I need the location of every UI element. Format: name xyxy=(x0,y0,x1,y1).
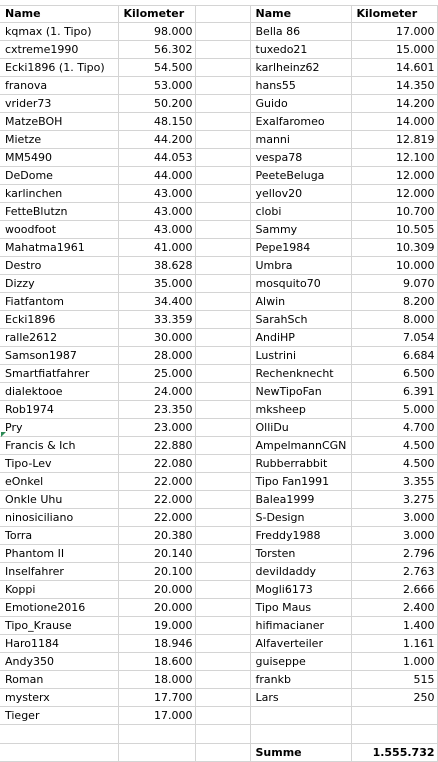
empty-cell[interactable] xyxy=(195,221,250,239)
right-km-cell[interactable]: 14.000 xyxy=(351,113,437,131)
right-name-cell[interactable]: Alfaverteiler xyxy=(250,635,351,653)
left-name-cell[interactable]: Ecki1896 xyxy=(0,311,118,329)
right-name-cell[interactable]: Mogli6173 xyxy=(250,581,351,599)
left-km-cell[interactable]: 20.140 xyxy=(118,545,195,563)
table-row xyxy=(0,149,437,167)
empty-row xyxy=(0,725,437,744)
right-km-cell[interactable]: 1.000 xyxy=(351,653,437,671)
left-km-cell[interactable]: 44.200 xyxy=(118,131,195,149)
left-km-cell[interactable]: 20.000 xyxy=(118,581,195,599)
empty-cell[interactable] xyxy=(195,744,250,762)
header-name-left[interactable]: Name xyxy=(0,5,118,23)
left-name-cell[interactable]: Koppi xyxy=(0,581,118,599)
left-km-cell[interactable]: 56.302 xyxy=(118,41,195,59)
right-km-cell[interactable]: 6.391 xyxy=(351,383,437,401)
right-km-cell[interactable]: 17.000 xyxy=(351,23,437,41)
empty-cell[interactable] xyxy=(195,167,250,185)
right-name-cell[interactable]: Torsten xyxy=(250,545,351,563)
left-km-cell[interactable]: 33.359 xyxy=(118,311,195,329)
left-km-cell[interactable]: 23.350 xyxy=(118,401,195,419)
left-name-cell[interactable]: Mahatma1961 xyxy=(0,239,118,257)
right-name-cell[interactable]: Lustrini xyxy=(250,347,351,365)
table-row xyxy=(0,671,437,689)
left-km-cell[interactable]: 24.000 xyxy=(118,383,195,401)
left-name-cell[interactable]: ninosiciliano xyxy=(0,509,118,527)
left-km-cell[interactable]: 28.000 xyxy=(118,347,195,365)
header-name-right[interactable]: Name xyxy=(250,5,351,23)
empty-cell[interactable] xyxy=(195,509,250,527)
table-row xyxy=(0,419,437,437)
left-name-cell[interactable]: eOnkel xyxy=(0,473,118,491)
left-km-cell[interactable]: 22.000 xyxy=(118,473,195,491)
table-row xyxy=(0,311,437,329)
empty-cell[interactable] xyxy=(195,455,250,473)
empty-cell[interactable] xyxy=(195,41,250,59)
table-row xyxy=(0,275,437,293)
left-km-cell[interactable]: 98.000 xyxy=(118,23,195,41)
right-km-cell[interactable]: 3.355 xyxy=(351,473,437,491)
empty-cell[interactable] xyxy=(195,527,250,545)
table-row xyxy=(0,221,437,239)
right-name-cell[interactable]: SarahSch xyxy=(250,311,351,329)
table-row xyxy=(0,23,437,41)
empty-cell[interactable] xyxy=(195,383,250,401)
right-name-cell[interactable]: manni xyxy=(250,131,351,149)
header-row xyxy=(0,5,437,23)
table-row xyxy=(0,77,437,95)
right-km-cell[interactable]: 8.000 xyxy=(351,311,437,329)
table-row xyxy=(0,707,437,725)
left-km-cell[interactable]: 43.000 xyxy=(118,221,195,239)
summary-label[interactable]: Summe xyxy=(250,744,351,762)
table-row xyxy=(0,347,437,365)
empty-cell[interactable] xyxy=(118,744,195,762)
right-name-cell[interactable]: PeeteBeluga xyxy=(250,167,351,185)
left-km-cell[interactable]: 43.000 xyxy=(118,203,195,221)
left-name-cell[interactable]: MatzeBOH xyxy=(0,113,118,131)
empty-cell[interactable] xyxy=(195,149,250,167)
empty-cell[interactable] xyxy=(0,725,118,744)
right-km-cell[interactable]: 15.000 xyxy=(351,41,437,59)
right-km-cell[interactable]: 9.070 xyxy=(351,275,437,293)
right-name-cell[interactable]: Rechenknecht xyxy=(250,365,351,383)
empty-cell[interactable] xyxy=(195,617,250,635)
empty-cell[interactable] xyxy=(195,5,250,23)
left-km-cell[interactable]: 20.380 xyxy=(118,527,195,545)
table-row xyxy=(0,293,437,311)
left-km-cell[interactable]: 50.200 xyxy=(118,95,195,113)
header-km-left[interactable]: Kilometer xyxy=(118,5,195,23)
empty-cell[interactable] xyxy=(195,113,250,131)
empty-cell[interactable] xyxy=(195,293,250,311)
right-km-cell[interactable]: 2.796 xyxy=(351,545,437,563)
table-row xyxy=(0,329,437,347)
left-name-cell[interactable]: Mietze xyxy=(0,131,118,149)
left-name-cell[interactable]: FetteBlutzn xyxy=(0,203,118,221)
left-km-cell[interactable]: 18.000 xyxy=(118,671,195,689)
left-name-cell[interactable]: kqmax (1. Tipo) xyxy=(0,23,118,41)
right-km-cell[interactable]: 14.601 xyxy=(351,59,437,77)
table-row xyxy=(0,599,437,617)
empty-cell[interactable] xyxy=(195,257,250,275)
right-name-cell[interactable]: guiseppe xyxy=(250,653,351,671)
left-km-cell[interactable]: 20.100 xyxy=(118,563,195,581)
table-row xyxy=(0,113,437,131)
empty-cell[interactable] xyxy=(351,725,437,744)
left-km-cell[interactable]: 41.000 xyxy=(118,239,195,257)
left-name-cell[interactable]: DeDome xyxy=(0,167,118,185)
table-row xyxy=(0,41,437,59)
left-km-cell[interactable]: 54.500 xyxy=(118,59,195,77)
right-name-cell[interactable]: S-Design xyxy=(250,509,351,527)
right-name-cell[interactable]: NewTipoFan xyxy=(250,383,351,401)
left-name-cell[interactable]: ralle2612 xyxy=(0,329,118,347)
left-name-cell[interactable]: Emotione2016 xyxy=(0,599,118,617)
left-km-cell[interactable]: 23.000 xyxy=(118,419,195,437)
right-name-cell[interactable]: hans55 xyxy=(250,77,351,95)
left-name-cell[interactable]: franova xyxy=(0,77,118,95)
left-km-cell[interactable]: 44.000 xyxy=(118,167,195,185)
empty-cell[interactable] xyxy=(195,725,250,744)
left-km-cell[interactable]: 53.000 xyxy=(118,77,195,95)
right-km-cell[interactable]: 1.400 xyxy=(351,617,437,635)
right-name-cell[interactable]: Tipo Maus xyxy=(250,599,351,617)
left-km-cell[interactable]: 22.000 xyxy=(118,509,195,527)
left-name-cell[interactable]: Tipo_Krause xyxy=(0,617,118,635)
empty-cell[interactable] xyxy=(250,725,351,744)
empty-cell[interactable] xyxy=(195,365,250,383)
empty-cell[interactable] xyxy=(195,473,250,491)
left-km-cell[interactable]: 19.000 xyxy=(118,617,195,635)
right-name-cell[interactable]: mosquito70 xyxy=(250,275,351,293)
right-km-cell[interactable]: 6.500 xyxy=(351,365,437,383)
left-name-cell[interactable]: Destro xyxy=(0,257,118,275)
right-name-cell[interactable]: Sammy xyxy=(250,221,351,239)
right-km-cell[interactable]: 10.309 xyxy=(351,239,437,257)
left-km-cell[interactable]: 22.000 xyxy=(118,491,195,509)
left-name-cell[interactable]: Inselfahrer xyxy=(0,563,118,581)
left-name-cell[interactable]: Onkle Uhu xyxy=(0,491,118,509)
left-name-cell[interactable]: Tipo-Lev xyxy=(0,455,118,473)
left-km-cell[interactable]: 25.000 xyxy=(118,365,195,383)
table-row xyxy=(0,653,437,671)
right-km-cell[interactable]: 10.700 xyxy=(351,203,437,221)
right-name-cell[interactable]: mksheep xyxy=(250,401,351,419)
table-row xyxy=(0,437,437,455)
left-km-cell[interactable]: 48.150 xyxy=(118,113,195,131)
right-name-cell[interactable]: Freddy1988 xyxy=(250,527,351,545)
table-row xyxy=(0,545,437,563)
empty-cell[interactable] xyxy=(195,77,250,95)
table-row xyxy=(0,257,437,275)
right-name-cell[interactable]: AmpelmannCGN xyxy=(250,437,351,455)
right-name-cell[interactable]: devildaddy xyxy=(250,563,351,581)
left-km-cell[interactable]: 43.000 xyxy=(118,185,195,203)
right-name-cell[interactable]: clobi xyxy=(250,203,351,221)
table-row xyxy=(0,563,437,581)
left-km-cell[interactable]: 22.880 xyxy=(118,437,195,455)
left-km-cell[interactable]: 20.000 xyxy=(118,599,195,617)
table-row xyxy=(0,473,437,491)
empty-cell[interactable] xyxy=(195,707,250,725)
empty-cell[interactable] xyxy=(118,725,195,744)
empty-cell[interactable] xyxy=(195,653,250,671)
right-name-cell[interactable]: Tipo Fan1991 xyxy=(250,473,351,491)
empty-cell[interactable] xyxy=(195,491,250,509)
right-km-cell[interactable]: 4.700 xyxy=(351,419,437,437)
left-name-cell[interactable]: Tieger xyxy=(0,707,118,725)
right-km-cell[interactable]: 2.666 xyxy=(351,581,437,599)
right-name-cell[interactable]: tuxedo21 xyxy=(250,41,351,59)
left-name-cell[interactable]: Dizzy xyxy=(0,275,118,293)
left-km-cell[interactable]: 22.080 xyxy=(118,455,195,473)
left-name-cell[interactable]: karlinchen xyxy=(0,185,118,203)
empty-cell[interactable] xyxy=(195,95,250,113)
empty-cell[interactable] xyxy=(0,744,118,762)
right-name-cell[interactable]: vespa78 xyxy=(250,149,351,167)
right-km-cell[interactable]: 5.000 xyxy=(351,401,437,419)
right-name-cell[interactable]: frankb xyxy=(250,671,351,689)
right-km-cell[interactable]: 8.200 xyxy=(351,293,437,311)
empty-cell[interactable] xyxy=(195,23,250,41)
right-name-cell[interactable]: Umbra xyxy=(250,257,351,275)
left-km-cell[interactable]: 38.628 xyxy=(118,257,195,275)
right-km-cell[interactable]: 12.000 xyxy=(351,185,437,203)
right-km-cell[interactable]: 7.054 xyxy=(351,329,437,347)
right-name-cell[interactable]: OlliDu xyxy=(250,419,351,437)
right-km-cell[interactable]: 1.161 xyxy=(351,635,437,653)
empty-cell[interactable] xyxy=(195,239,250,257)
empty-cell[interactable] xyxy=(195,347,250,365)
table-row xyxy=(0,455,437,473)
empty-cell[interactable] xyxy=(195,581,250,599)
right-km-cell[interactable]: 3.000 xyxy=(351,527,437,545)
left-name-cell[interactable]: Pry xyxy=(0,419,118,437)
right-km-cell[interactable]: 10.000 xyxy=(351,257,437,275)
left-name-cell[interactable]: Roman xyxy=(0,671,118,689)
table-row xyxy=(0,203,437,221)
right-name-cell[interactable]: Exalfaromeo xyxy=(250,113,351,131)
right-km-cell[interactable]: 6.684 xyxy=(351,347,437,365)
right-km-cell[interactable]: 14.200 xyxy=(351,95,437,113)
left-km-cell[interactable]: 18.946 xyxy=(118,635,195,653)
table-row xyxy=(0,365,437,383)
left-km-cell[interactable]: 35.000 xyxy=(118,275,195,293)
right-name-cell[interactable]: Pepe1984 xyxy=(250,239,351,257)
empty-cell[interactable] xyxy=(195,437,250,455)
right-name-cell[interactable]: Lars xyxy=(250,689,351,707)
right-name-cell[interactable]: karlheinz62 xyxy=(250,59,351,77)
table-row xyxy=(0,635,437,653)
right-km-cell[interactable]: 12.000 xyxy=(351,167,437,185)
right-km-cell[interactable]: 250 xyxy=(351,689,437,707)
left-name-cell[interactable]: Rob1974 xyxy=(0,401,118,419)
empty-cell[interactable] xyxy=(195,563,250,581)
empty-cell[interactable] xyxy=(195,131,250,149)
left-km-cell[interactable]: 30.000 xyxy=(118,329,195,347)
right-km-cell[interactable]: 3.000 xyxy=(351,509,437,527)
left-name-cell[interactable]: vrider73 xyxy=(0,95,118,113)
summary-total[interactable]: 1.555.732 xyxy=(351,744,437,762)
left-name-cell[interactable]: Smartfiatfahrer xyxy=(0,365,118,383)
right-name-cell[interactable]: Alwin xyxy=(250,293,351,311)
left-km-cell[interactable]: 34.400 xyxy=(118,293,195,311)
left-name-cell[interactable]: Torra xyxy=(0,527,118,545)
right-name-cell[interactable]: yellov20 xyxy=(250,185,351,203)
empty-cell[interactable] xyxy=(195,203,250,221)
table-row xyxy=(0,131,437,149)
left-name-cell[interactable]: cxtreme1990 xyxy=(0,41,118,59)
left-name-cell[interactable]: Francis & Ich xyxy=(0,437,118,455)
empty-cell[interactable] xyxy=(195,59,250,77)
right-km-cell[interactable]: 12.100 xyxy=(351,149,437,167)
summary-row xyxy=(0,744,437,762)
left-name-cell[interactable]: Ecki1896 (1. Tipo) xyxy=(0,59,118,77)
right-name-cell[interactable] xyxy=(250,707,351,725)
left-name-cell[interactable]: woodfoot xyxy=(0,221,118,239)
empty-cell[interactable] xyxy=(195,419,250,437)
right-km-cell[interactable]: 2.400 xyxy=(351,599,437,617)
left-name-cell[interactable]: Andy350 xyxy=(0,653,118,671)
left-km-cell[interactable]: 17.000 xyxy=(118,707,195,725)
right-km-cell[interactable] xyxy=(351,707,437,725)
table-row xyxy=(0,617,437,635)
right-km-cell[interactable]: 515 xyxy=(351,671,437,689)
table-row xyxy=(0,239,437,257)
right-name-cell[interactable]: AndiHP xyxy=(250,329,351,347)
empty-cell[interactable] xyxy=(195,545,250,563)
right-km-cell[interactable]: 14.350 xyxy=(351,77,437,95)
table-row xyxy=(0,185,437,203)
empty-cell[interactable] xyxy=(195,671,250,689)
table-row xyxy=(0,401,437,419)
empty-cell[interactable] xyxy=(195,275,250,293)
right-name-cell[interactable]: hifimacianer xyxy=(250,617,351,635)
left-name-cell[interactable]: dialektooe xyxy=(0,383,118,401)
right-name-cell[interactable]: Guido xyxy=(250,95,351,113)
empty-cell[interactable] xyxy=(195,401,250,419)
right-km-cell[interactable]: 12.819 xyxy=(351,131,437,149)
error-indicator-icon xyxy=(1,432,6,437)
empty-cell[interactable] xyxy=(195,599,250,617)
left-km-cell[interactable]: 44.053 xyxy=(118,149,195,167)
left-name-cell[interactable]: MM5490 xyxy=(0,149,118,167)
right-name-cell[interactable]: Balea1999 xyxy=(250,491,351,509)
left-name-cell[interactable]: Samson1987 xyxy=(0,347,118,365)
left-km-cell[interactable]: 17.700 xyxy=(118,689,195,707)
left-name-cell[interactable]: Fiatfantom xyxy=(0,293,118,311)
empty-cell[interactable] xyxy=(195,311,250,329)
table-row xyxy=(0,509,437,527)
empty-cell[interactable] xyxy=(195,689,250,707)
empty-cell[interactable] xyxy=(195,635,250,653)
header-km-right[interactable]: Kilometer xyxy=(351,5,437,23)
table-row xyxy=(0,581,437,599)
left-name-cell[interactable]: Phantom II xyxy=(0,545,118,563)
left-name-cell[interactable]: Haro1184 xyxy=(0,635,118,653)
ranking-table xyxy=(0,5,438,762)
empty-cell[interactable] xyxy=(195,185,250,203)
left-km-cell[interactable]: 18.600 xyxy=(118,653,195,671)
right-km-cell[interactable]: 3.275 xyxy=(351,491,437,509)
empty-cell[interactable] xyxy=(195,329,250,347)
table-row xyxy=(0,167,437,185)
right-km-cell[interactable]: 10.505 xyxy=(351,221,437,239)
table-row xyxy=(0,95,437,113)
table-row xyxy=(0,491,437,509)
table-row xyxy=(0,527,437,545)
right-name-cell[interactable]: Rubberrabbit xyxy=(250,455,351,473)
right-km-cell[interactable]: 4.500 xyxy=(351,455,437,473)
right-km-cell[interactable]: 4.500 xyxy=(351,437,437,455)
table-row xyxy=(0,59,437,77)
right-km-cell[interactable]: 2.763 xyxy=(351,563,437,581)
left-name-cell[interactable]: mysterx xyxy=(0,689,118,707)
table-row xyxy=(0,689,437,707)
table-row xyxy=(0,383,437,401)
right-name-cell[interactable]: Bella 86 xyxy=(250,23,351,41)
